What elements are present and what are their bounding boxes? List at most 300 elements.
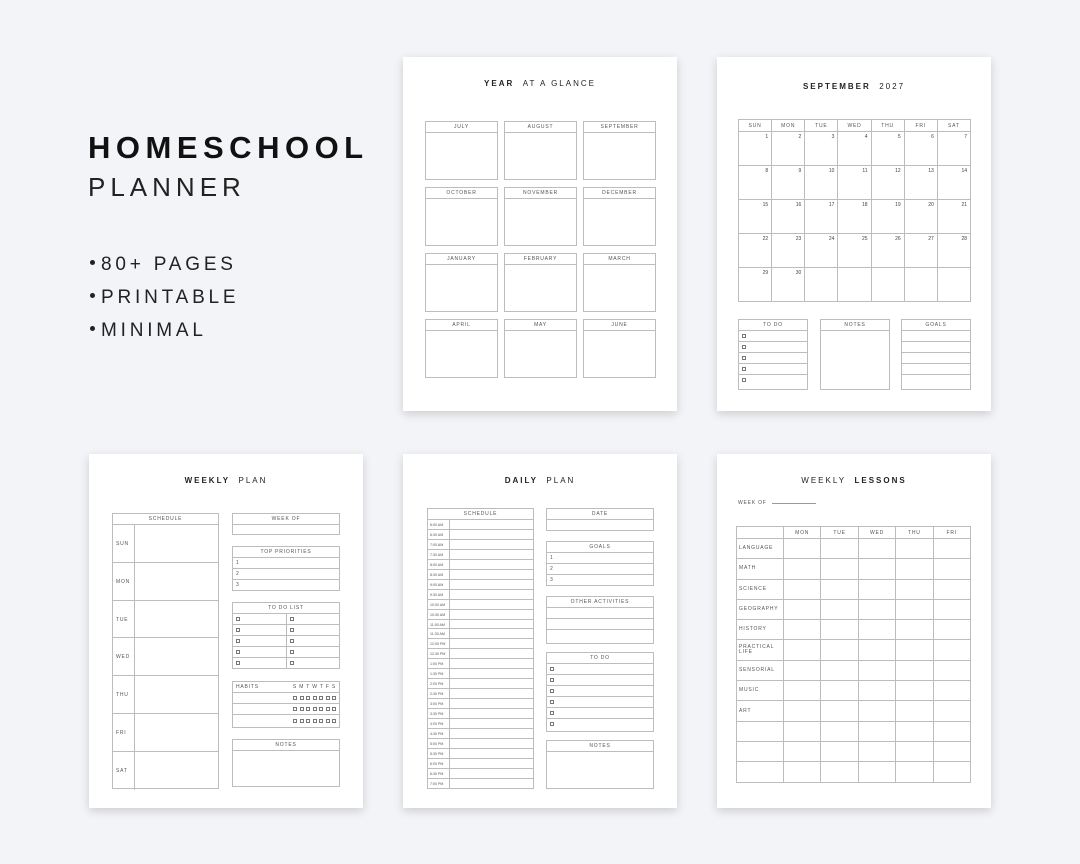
goal-row: 2 bbox=[547, 564, 653, 575]
goals-box bbox=[546, 541, 654, 586]
subject-label bbox=[737, 762, 784, 782]
week-of-field: WEEK OF bbox=[738, 500, 816, 506]
month-box bbox=[504, 187, 577, 246]
lesson-cell bbox=[933, 620, 970, 640]
calendar-day bbox=[805, 268, 838, 302]
todo-row bbox=[547, 675, 653, 686]
goals-label: GOALS bbox=[547, 542, 653, 553]
subject-label: SENSORIAL bbox=[737, 660, 784, 680]
month-label: AUGUST bbox=[505, 122, 576, 133]
time-row bbox=[428, 520, 533, 530]
activity-row bbox=[547, 630, 653, 641]
calendar-day: 30 bbox=[772, 268, 805, 302]
calendar-day: 23 bbox=[772, 234, 805, 268]
time-row bbox=[428, 659, 533, 669]
habit-days: S M T W T F S bbox=[292, 684, 336, 690]
time-label: 5:30 PM bbox=[428, 749, 450, 758]
todo-row bbox=[739, 342, 807, 353]
calendar-week bbox=[739, 166, 971, 200]
time-label: 6:30 PM bbox=[428, 769, 450, 778]
lesson-cell bbox=[896, 681, 933, 701]
todo-cell bbox=[233, 625, 287, 635]
page-title: WEEKLY PLAN bbox=[184, 476, 268, 485]
time-row bbox=[428, 530, 533, 540]
todo-list bbox=[547, 664, 653, 730]
month-label: JANUARY bbox=[426, 254, 497, 265]
goals-label: GOALS bbox=[902, 320, 970, 331]
schedule-box bbox=[427, 508, 534, 789]
checkbox-icon bbox=[550, 711, 554, 715]
time-slot bbox=[450, 520, 533, 529]
month-box bbox=[425, 253, 498, 312]
todo-row bbox=[233, 636, 339, 647]
corner-cell bbox=[737, 527, 784, 539]
day-row bbox=[113, 601, 218, 639]
calendar-day: 24 bbox=[805, 234, 838, 268]
checkbox-icon bbox=[332, 707, 336, 711]
goals-box bbox=[901, 319, 971, 390]
checkbox-icon bbox=[326, 696, 330, 700]
page-title: YEAR AT A GLANCE bbox=[484, 79, 596, 88]
product-subtitle: PLANNER bbox=[88, 172, 246, 202]
lesson-cell bbox=[821, 620, 858, 640]
time-label: 4:00 PM bbox=[428, 719, 450, 728]
checkbox-icon bbox=[319, 707, 323, 711]
calendar-day: 18 bbox=[838, 200, 871, 234]
time-slot bbox=[450, 679, 533, 688]
lesson-row bbox=[737, 579, 971, 599]
weekday-header: WED bbox=[858, 527, 895, 539]
time-row bbox=[428, 729, 533, 739]
calendar-day: 9 bbox=[772, 166, 805, 200]
notes-box bbox=[232, 739, 340, 787]
todo-row bbox=[547, 708, 653, 719]
day-notes bbox=[135, 525, 218, 562]
lesson-cell bbox=[933, 539, 970, 559]
time-row bbox=[428, 739, 533, 749]
subject-label: LANGUAGE bbox=[737, 539, 784, 559]
lesson-cell bbox=[821, 559, 858, 579]
time-row bbox=[428, 749, 533, 759]
goal-row bbox=[902, 375, 970, 386]
priorities-box bbox=[232, 546, 340, 591]
calendar-day bbox=[871, 268, 904, 302]
monthly-calendar-page bbox=[717, 57, 991, 411]
lesson-cell bbox=[821, 660, 858, 680]
calendar-day: 29 bbox=[739, 268, 772, 302]
checkbox-icon bbox=[332, 719, 336, 723]
habit-row bbox=[233, 715, 339, 726]
time-row bbox=[428, 649, 533, 659]
time-slot bbox=[450, 749, 533, 758]
time-slot bbox=[450, 580, 533, 589]
checkbox-icon bbox=[236, 639, 240, 643]
feature-item: 80+ PAGES bbox=[90, 252, 239, 285]
checkbox-icon bbox=[550, 689, 554, 693]
todo-list-box bbox=[232, 602, 340, 669]
activity-row bbox=[547, 619, 653, 630]
calendar-day: 25 bbox=[838, 234, 871, 268]
todo-row bbox=[233, 625, 339, 636]
lesson-cell bbox=[896, 701, 933, 721]
checkbox-icon bbox=[742, 356, 746, 360]
month-label: APRIL bbox=[426, 320, 497, 331]
lesson-cell bbox=[933, 681, 970, 701]
subject-label: MUSIC bbox=[737, 681, 784, 701]
time-row bbox=[428, 769, 533, 779]
time-label: 6:00 AM bbox=[428, 520, 450, 529]
time-row bbox=[428, 679, 533, 689]
todo-row bbox=[547, 719, 653, 730]
time-label: 6:00 PM bbox=[428, 759, 450, 768]
day-label: MON bbox=[113, 563, 135, 600]
month-box bbox=[583, 253, 656, 312]
day-notes bbox=[135, 714, 218, 751]
calendar-day: 8 bbox=[739, 166, 772, 200]
subject-label: PRACTICAL LIFE bbox=[737, 640, 784, 660]
day-row bbox=[113, 563, 218, 601]
month-label: JUNE bbox=[584, 320, 655, 331]
time-slot bbox=[450, 669, 533, 678]
goal-row bbox=[902, 364, 970, 375]
todo-cell bbox=[287, 636, 340, 646]
todo-row bbox=[547, 664, 653, 675]
lesson-cell bbox=[784, 721, 821, 741]
time-label: 8:00 AM bbox=[428, 560, 450, 569]
lesson-cell bbox=[821, 701, 858, 721]
time-row bbox=[428, 639, 533, 649]
checkbox-icon bbox=[290, 661, 294, 665]
calendar-day bbox=[838, 268, 871, 302]
lesson-row bbox=[737, 741, 971, 761]
lesson-cell bbox=[858, 741, 895, 761]
other-activities-label: OTHER ACTIVITIES bbox=[547, 597, 653, 608]
month-box bbox=[504, 319, 577, 378]
checkbox-icon bbox=[742, 345, 746, 349]
time-row bbox=[428, 540, 533, 550]
subject-label: GEOGRAPHY bbox=[737, 599, 784, 619]
calendar-day: 14 bbox=[937, 166, 970, 200]
lesson-row bbox=[737, 721, 971, 741]
time-slot bbox=[450, 540, 533, 549]
calendar-day: 17 bbox=[805, 200, 838, 234]
todo-cell bbox=[233, 647, 287, 657]
month-label: FEBRUARY bbox=[505, 254, 576, 265]
todo-row bbox=[739, 331, 807, 342]
lesson-row bbox=[737, 620, 971, 640]
lesson-cell bbox=[858, 681, 895, 701]
todo-box bbox=[738, 319, 808, 390]
time-slot bbox=[450, 550, 533, 559]
lesson-cell bbox=[933, 741, 970, 761]
lesson-row bbox=[737, 681, 971, 701]
checkbox-icon bbox=[306, 719, 310, 723]
todo-cell bbox=[287, 625, 340, 635]
calendar-day: 20 bbox=[904, 200, 937, 234]
subject-label bbox=[737, 741, 784, 761]
weekday-header: FRI bbox=[904, 120, 937, 132]
todo-row bbox=[739, 353, 807, 364]
calendar-week bbox=[739, 200, 971, 234]
todo-cell bbox=[287, 614, 340, 624]
month-box bbox=[583, 319, 656, 378]
checkbox-icon bbox=[293, 696, 297, 700]
lesson-cell bbox=[784, 701, 821, 721]
month-box bbox=[504, 253, 577, 312]
goal-row bbox=[902, 353, 970, 364]
lesson-cell bbox=[784, 599, 821, 619]
habits-box bbox=[232, 681, 340, 728]
time-row bbox=[428, 629, 533, 639]
subject-label: MATH bbox=[737, 559, 784, 579]
calendar-day: 26 bbox=[871, 234, 904, 268]
page-title: SEPTEMBER 2027 bbox=[802, 82, 906, 91]
time-row bbox=[428, 580, 533, 590]
calendar-day: 27 bbox=[904, 234, 937, 268]
lesson-cell bbox=[858, 762, 895, 782]
time-label: 11:30 AM bbox=[428, 629, 450, 638]
lesson-cell bbox=[858, 640, 895, 660]
lesson-cell bbox=[784, 559, 821, 579]
habits-header bbox=[233, 682, 339, 693]
day-row bbox=[113, 638, 218, 676]
day-label: FRI bbox=[113, 714, 135, 751]
calendar-day: 16 bbox=[772, 200, 805, 234]
checkbox-icon bbox=[313, 719, 317, 723]
time-slot bbox=[450, 610, 533, 619]
checkbox-icon bbox=[290, 650, 294, 654]
checkbox-icon bbox=[332, 696, 336, 700]
checkbox-icon bbox=[300, 707, 304, 711]
month-box bbox=[583, 121, 656, 180]
time-label: 7:00 AM bbox=[428, 540, 450, 549]
day-row bbox=[113, 676, 218, 714]
time-label: 2:30 PM bbox=[428, 689, 450, 698]
day-row bbox=[113, 714, 218, 752]
day-row bbox=[113, 752, 218, 790]
lesson-cell bbox=[858, 701, 895, 721]
day-label: SUN bbox=[113, 525, 135, 562]
lessons-grid bbox=[736, 526, 971, 783]
feature-list bbox=[90, 252, 239, 351]
time-slot bbox=[450, 739, 533, 748]
bullet-icon bbox=[90, 260, 95, 265]
weekday-header: THU bbox=[896, 527, 933, 539]
time-slot bbox=[450, 699, 533, 708]
priority-row: 3 bbox=[236, 582, 239, 588]
calendar-day: 12 bbox=[871, 166, 904, 200]
subject-label: ART bbox=[737, 701, 784, 721]
todo-cell bbox=[233, 658, 287, 669]
lesson-row bbox=[737, 539, 971, 559]
time-label: 7:30 AM bbox=[428, 550, 450, 559]
calendar-day: 4 bbox=[838, 132, 871, 166]
time-row bbox=[428, 550, 533, 560]
calendar-grid bbox=[738, 119, 971, 302]
lesson-cell bbox=[896, 559, 933, 579]
checkbox-icon bbox=[550, 667, 554, 671]
lesson-cell bbox=[896, 539, 933, 559]
notes-label: NOTES bbox=[233, 740, 339, 751]
goal-row: 1 bbox=[547, 553, 653, 564]
lesson-row bbox=[737, 701, 971, 721]
lesson-cell bbox=[933, 701, 970, 721]
day-list bbox=[113, 525, 218, 790]
checkbox-icon bbox=[313, 696, 317, 700]
lesson-cell bbox=[784, 620, 821, 640]
lesson-row bbox=[737, 640, 971, 660]
time-label: 9:00 AM bbox=[428, 580, 450, 589]
priority-row: 1 bbox=[233, 558, 339, 569]
time-slot bbox=[450, 629, 533, 638]
page-title: WEEKLY LESSONS bbox=[801, 476, 907, 485]
checkbox-icon bbox=[550, 678, 554, 682]
date-box bbox=[546, 508, 654, 531]
lesson-cell bbox=[896, 660, 933, 680]
calendar-day bbox=[937, 268, 970, 302]
time-label: 10:30 AM bbox=[428, 610, 450, 619]
checkbox-icon bbox=[319, 719, 323, 723]
time-slot bbox=[450, 600, 533, 609]
lesson-cell bbox=[821, 762, 858, 782]
lesson-cell bbox=[858, 559, 895, 579]
todo-row bbox=[739, 364, 807, 375]
time-label: 2:00 PM bbox=[428, 679, 450, 688]
checkbox-icon bbox=[290, 628, 294, 632]
time-slot bbox=[450, 560, 533, 569]
checkbox-icon bbox=[742, 378, 746, 382]
lesson-row bbox=[737, 559, 971, 579]
priority-row: 2 bbox=[233, 569, 339, 580]
lesson-cell bbox=[821, 640, 858, 660]
lesson-cell bbox=[933, 599, 970, 619]
todo-row bbox=[233, 614, 339, 625]
time-slot bbox=[450, 779, 533, 789]
other-activities-box bbox=[546, 596, 654, 644]
subject-label: SCIENCE bbox=[737, 579, 784, 599]
lesson-cell bbox=[784, 660, 821, 680]
notes-label: NOTES bbox=[547, 741, 653, 752]
checkbox-icon bbox=[300, 696, 304, 700]
time-slot bbox=[450, 570, 533, 579]
time-label: 11:00 AM bbox=[428, 620, 450, 629]
lesson-cell bbox=[821, 539, 858, 559]
daily-plan-page bbox=[403, 454, 677, 808]
todo-cell bbox=[287, 658, 340, 669]
lesson-cell bbox=[896, 599, 933, 619]
time-label: 6:30 AM bbox=[428, 530, 450, 539]
lesson-cell bbox=[933, 559, 970, 579]
time-slot bbox=[450, 649, 533, 658]
time-row bbox=[428, 570, 533, 580]
lesson-cell bbox=[784, 579, 821, 599]
priorities-label: TOP PRIORITIES bbox=[233, 547, 339, 558]
time-label: 5:00 PM bbox=[428, 739, 450, 748]
lesson-cell bbox=[896, 579, 933, 599]
month-label: MAY bbox=[505, 320, 576, 331]
checkbox-icon bbox=[313, 707, 317, 711]
feature-item: MINIMAL bbox=[90, 318, 239, 351]
time-label: 3:30 PM bbox=[428, 709, 450, 718]
todo-row bbox=[233, 647, 339, 658]
time-slot bbox=[450, 729, 533, 738]
calendar-week bbox=[739, 234, 971, 268]
calendar-day: 10 bbox=[805, 166, 838, 200]
goal-row: 3 bbox=[550, 577, 553, 583]
weekday-header: WED bbox=[838, 120, 871, 132]
product-title: HOMESCHOOL bbox=[88, 130, 369, 165]
feature-item: PRINTABLE bbox=[90, 285, 239, 318]
time-label: 1:30 PM bbox=[428, 669, 450, 678]
day-notes bbox=[135, 563, 218, 600]
lesson-cell bbox=[933, 579, 970, 599]
calendar-day: 7 bbox=[937, 132, 970, 166]
weekday-header: TUE bbox=[805, 120, 838, 132]
lesson-cell bbox=[933, 721, 970, 741]
time-label: 9:30 AM bbox=[428, 590, 450, 599]
weekday-header: THU bbox=[871, 120, 904, 132]
activity-row bbox=[547, 608, 653, 619]
month-box bbox=[425, 121, 498, 180]
calendar-day: 22 bbox=[739, 234, 772, 268]
calendar-day: 5 bbox=[871, 132, 904, 166]
checkbox-icon bbox=[293, 707, 297, 711]
checkbox-icon bbox=[326, 719, 330, 723]
weekly-plan-page bbox=[89, 454, 363, 808]
lesson-cell bbox=[858, 660, 895, 680]
lesson-cell bbox=[858, 579, 895, 599]
todo-row bbox=[547, 697, 653, 708]
time-row bbox=[428, 779, 533, 789]
lesson-cell bbox=[858, 721, 895, 741]
habit-rows bbox=[233, 693, 339, 726]
checkbox-icon bbox=[236, 661, 240, 665]
checkbox-icon bbox=[236, 617, 240, 621]
calendar-day: 11 bbox=[838, 166, 871, 200]
time-row bbox=[428, 759, 533, 769]
time-slot bbox=[450, 719, 533, 728]
lesson-cell bbox=[933, 762, 970, 782]
lesson-cell bbox=[896, 640, 933, 660]
subject-label: HISTORY bbox=[737, 620, 784, 640]
checkbox-icon bbox=[290, 617, 294, 621]
time-slot bbox=[450, 659, 533, 668]
time-slot bbox=[450, 620, 533, 629]
checkbox-icon bbox=[236, 650, 240, 654]
lesson-cell bbox=[933, 640, 970, 660]
calendar-day: 21 bbox=[937, 200, 970, 234]
weekday-header: FRI bbox=[933, 527, 970, 539]
month-label: SEPTEMBER bbox=[584, 122, 655, 133]
calendar-day: 28 bbox=[937, 234, 970, 268]
todo-label: TO DO bbox=[739, 320, 807, 331]
month-label: OCTOBER bbox=[426, 188, 497, 199]
time-row bbox=[428, 699, 533, 709]
subject-label bbox=[737, 721, 784, 741]
lesson-cell bbox=[896, 620, 933, 640]
weekday-header: MON bbox=[772, 120, 805, 132]
lesson-cell bbox=[784, 539, 821, 559]
calendar-day: 15 bbox=[739, 200, 772, 234]
lesson-cell bbox=[896, 741, 933, 761]
todo-grid bbox=[233, 614, 339, 669]
time-row bbox=[428, 610, 533, 620]
time-row bbox=[428, 560, 533, 570]
notes-label: NOTES bbox=[821, 320, 889, 331]
time-row bbox=[428, 669, 533, 679]
lesson-cell bbox=[858, 539, 895, 559]
checkbox-icon bbox=[236, 628, 240, 632]
